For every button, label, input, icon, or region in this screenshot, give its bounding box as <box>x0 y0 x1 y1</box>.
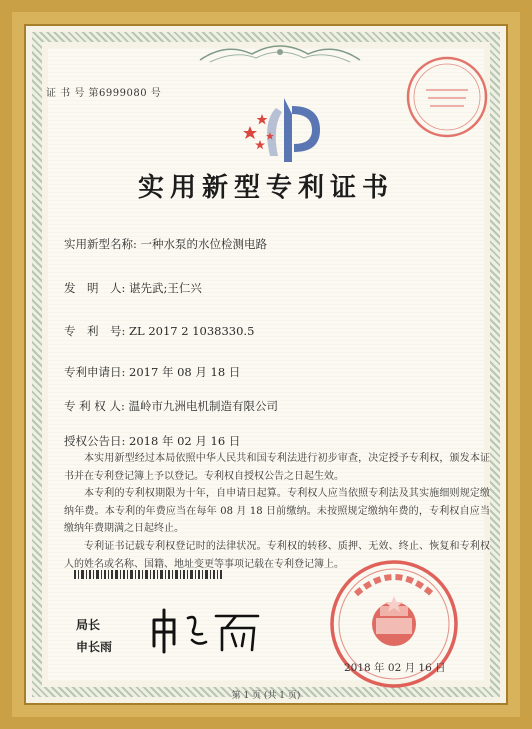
patent-number: ZL 2017 2 1038330.5 <box>129 324 255 338</box>
field-label: 实用新型名称: <box>64 237 137 251</box>
body-paragraph: 专利证书记载专利权登记时的法律状况。专利权的转移、质押、无效、终止、恢复和专利权人的姓名或名称、国籍、地址变更等事项记载在专利登记簿上。 <box>64 540 490 570</box>
top-ornament-icon <box>196 40 364 66</box>
grant-date: 2018 年 02 月 16 日 <box>129 434 241 448</box>
utility-model-name: 一种水泵的水位检测电路 <box>140 237 268 251</box>
filing-date: 2017 年 08 月 18 日 <box>129 365 241 379</box>
signatory-name: 申长雨 <box>76 640 113 654</box>
patentee-name: 温岭市九洲电机制造有限公司 <box>128 399 278 413</box>
field-label: 授权公告日: <box>64 434 126 448</box>
body-paragraph: 本专利的专利权期限为十年，自申请日起算。专利权人应当依照专利法及其实施细则规定缴纳年费。本专利的年费应当在每年 08 月 18 日前缴纳。未按照规定缴纳年费的，专利权自应当缴纳年费期满之日起终止。 <box>64 488 490 535</box>
certificate-title: 实用新型专利证书 <box>137 173 394 203</box>
inventor-row <box>64 280 202 296</box>
certificate-number: 证 书 号 第6999080 号 <box>46 88 162 99</box>
top-red-seal-icon <box>404 54 490 140</box>
field-label: 专 利 权 人: <box>64 399 125 413</box>
signatory-title: 局长 <box>76 618 101 632</box>
field-label: 专 利 号: <box>64 324 126 338</box>
patent-number-row <box>64 323 254 339</box>
seal-date: 2018 年 02 月 16 日 <box>344 662 446 674</box>
utility-model-name-row <box>64 236 267 252</box>
patent-office-logo-icon <box>232 92 332 168</box>
page-footer: 第 1 页 (共 1 页) <box>231 691 301 701</box>
certificate-body <box>64 450 490 573</box>
patentee-row <box>64 398 278 414</box>
handwritten-signature-icon <box>146 606 266 654</box>
certificate-border <box>24 24 508 705</box>
bottom-ornament-icon <box>166 702 396 705</box>
field-label: 发 明 人: <box>64 281 126 295</box>
field-label: 专利申请日: <box>64 365 126 379</box>
inventor-names: 谌先武;王仁兴 <box>129 281 202 295</box>
grant-date-row <box>64 433 240 449</box>
body-paragraph: 本实用新型经过本局依照中华人民共和国专利法进行初步审查，决定授予专利权，颁发本证书并在专利登记簿上予以登记。专利权自授权公告之日起生效。 <box>64 453 490 482</box>
barcode-icon <box>74 570 222 579</box>
filing-date-row <box>64 364 240 380</box>
